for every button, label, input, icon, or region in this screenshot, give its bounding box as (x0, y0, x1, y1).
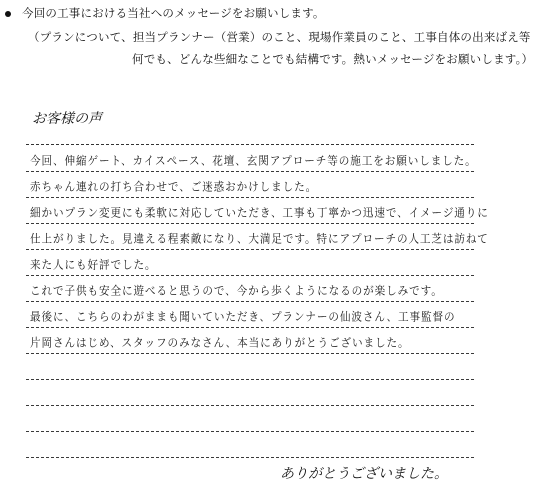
handwritten-line-4: 仕上がりました。見違える程素敵になり、大満足です。特にアプローチの人工芝は訪ねて (30, 233, 489, 246)
handwritten-line-6: これで子供も安全に遊べると思うので、今から歩くようになるのが楽しみです。 (30, 285, 443, 298)
handwritten-line-7: 最後に、こちらのわがままも聞いていただき、プランナーの仙波さん、工事監督の (30, 311, 456, 324)
handwritten-line-2: 赤ちゃん連れの打ち合わせで、ご迷惑おかけしました。 (30, 181, 318, 194)
ruled-line (26, 301, 474, 302)
ruled-line (26, 327, 474, 328)
bullet-icon (5, 11, 11, 17)
ruled-line (26, 223, 474, 224)
intro-line-2: （プランについて、担当プランナー（営業）のこと、現場作業員のこと、工事自体の出来ばえ等 (28, 30, 531, 44)
ruled-line (26, 249, 474, 250)
closing-text: ありがとうございました。 (280, 466, 448, 482)
intro-line-1: 今回の工事における当社へのメッセージをお願いします。 (22, 6, 325, 20)
ruled-line (26, 457, 474, 458)
handwritten-line-5: 来た人にも好評でした。 (30, 259, 157, 272)
intro-line-3: 何でも、どんな些細なことでも結構です。熱いメッセージをお願いします。） (132, 52, 533, 66)
ruled-line (26, 275, 474, 276)
handwritten-line-1: 今回、伸縮ゲート、カイスペース、花壇、玄関アプローチ等の施工をお願いしました。 (30, 155, 477, 168)
handwritten-line-3: 細かいプラン変更にも柔軟に対応していただき、工事も丁寧かつ迅速で、イメージ通りに (30, 207, 489, 220)
handwritten-line-8: 片岡さんはじめ、スタッフのみなさん、本当にありがとうございました。 (30, 337, 410, 350)
section-title: お客様の声 (32, 111, 102, 127)
ruled-line (26, 353, 474, 354)
ruled-line (26, 171, 474, 172)
ruled-line (26, 197, 474, 198)
ruled-line (26, 405, 474, 406)
ruled-line (26, 379, 474, 380)
title-divider (26, 144, 474, 145)
ruled-line (26, 431, 474, 432)
